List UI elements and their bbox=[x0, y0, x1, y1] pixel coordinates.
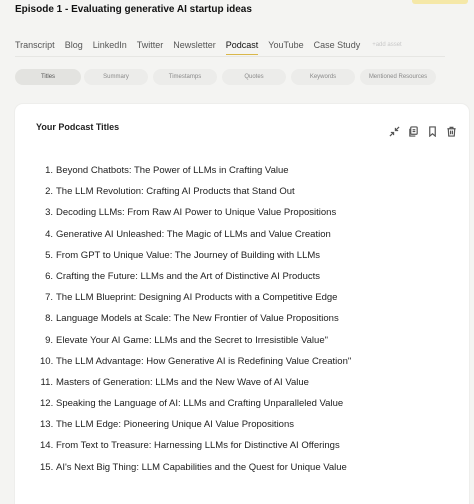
list-item[interactable]: 12. Speaking the Language of AI: LLMs and Crafting Unparalleled Value bbox=[40, 398, 344, 410]
pill-quotes[interactable]: Quotes bbox=[222, 69, 286, 85]
list-item[interactable]: 9. Elevate Your AI Game: LLMs and the Secret to Irresistible Value" bbox=[45, 334, 328, 346]
podcast-titles-list bbox=[40, 160, 351, 478]
bookmark-icon[interactable] bbox=[426, 125, 439, 138]
list-item[interactable]: 6. Crafting the Future: LLMs and the Art of Distinctive AI Products bbox=[45, 270, 321, 282]
copy-icon[interactable] bbox=[407, 125, 420, 138]
tab-podcast[interactable]: Podcast bbox=[226, 40, 259, 55]
list-item[interactable]: 1. Beyond Chatbots: The Power of LLMs in Crafting Value bbox=[45, 165, 289, 176]
tab-youtube[interactable]: YouTube bbox=[268, 40, 304, 50]
tab-case-study[interactable]: Case Study bbox=[313, 40, 361, 50]
trash-icon[interactable] bbox=[445, 125, 458, 138]
list-item[interactable]: 8. Language Models at Scale: The New Frontier of Value Propositions bbox=[45, 313, 339, 325]
podcast-titles-card bbox=[15, 104, 469, 504]
card-actions bbox=[388, 125, 464, 138]
podcast-subtabs bbox=[15, 69, 465, 87]
list-item[interactable]: 15. AI's Next Big Thing: LLM Capabilities and the Quest for Unique Value bbox=[40, 461, 347, 473]
tab-transcript[interactable]: Transcript bbox=[15, 40, 55, 50]
pill-summary[interactable]: Summary bbox=[84, 69, 148, 85]
pill-mentioned-resources[interactable]: Mentioned Resources bbox=[360, 69, 436, 85]
list-item[interactable]: 11. Masters of Generation: LLMs and the New Wave of AI Value bbox=[40, 376, 309, 388]
list-item[interactable]: 10. The LLM Advantage: How Generative AI is Redefining Value Creation" bbox=[40, 355, 352, 367]
list-item[interactable]: 4. Generative AI Unleashed: The Magic of LLMs and Value Creation bbox=[45, 228, 331, 240]
collapse-icon[interactable] bbox=[388, 125, 401, 138]
list-item[interactable]: 7. The LLM Blueprint: Designing AI Products with a Competitive Edge bbox=[45, 292, 338, 304]
top-right-badge[interactable] bbox=[412, 0, 468, 4]
add-asset-button[interactable]: +add asset bbox=[372, 42, 402, 48]
list-item[interactable]: 5. From GPT to Unique Value: The Journey of Building with LLMs bbox=[45, 249, 321, 261]
list-item[interactable]: 13. The LLM Edge: Pioneering Unique AI Value Propositions bbox=[40, 419, 295, 431]
asset-tabs bbox=[15, 40, 412, 55]
list-item[interactable]: 14. From Text to Treasure: Harnessing LLMs for Distinctive AI Offerings bbox=[40, 440, 340, 452]
episode-title: Episode 1 - Evaluating generative AI startup ideas bbox=[15, 4, 252, 15]
tabs-divider bbox=[15, 56, 445, 57]
pill-titles[interactable]: Titles bbox=[15, 69, 81, 85]
list-item[interactable]: 3. Decoding LLMs: From Raw AI Power to Unique Value Propositions bbox=[45, 207, 337, 219]
card-title: Your Podcast Titles bbox=[36, 122, 120, 132]
tab-newsletter[interactable]: Newsletter bbox=[173, 40, 216, 50]
tab-linkedin[interactable]: LinkedIn bbox=[92, 40, 127, 50]
pill-timestamps[interactable]: Timestamps bbox=[153, 69, 217, 85]
list-item[interactable]: 2. The LLM Revolution: Crafting AI Products that Stand Out bbox=[45, 186, 295, 198]
pill-keywords[interactable]: Keywords bbox=[291, 69, 355, 85]
tab-twitter[interactable]: Twitter bbox=[136, 40, 164, 50]
tab-blog[interactable]: Blog bbox=[64, 40, 83, 50]
